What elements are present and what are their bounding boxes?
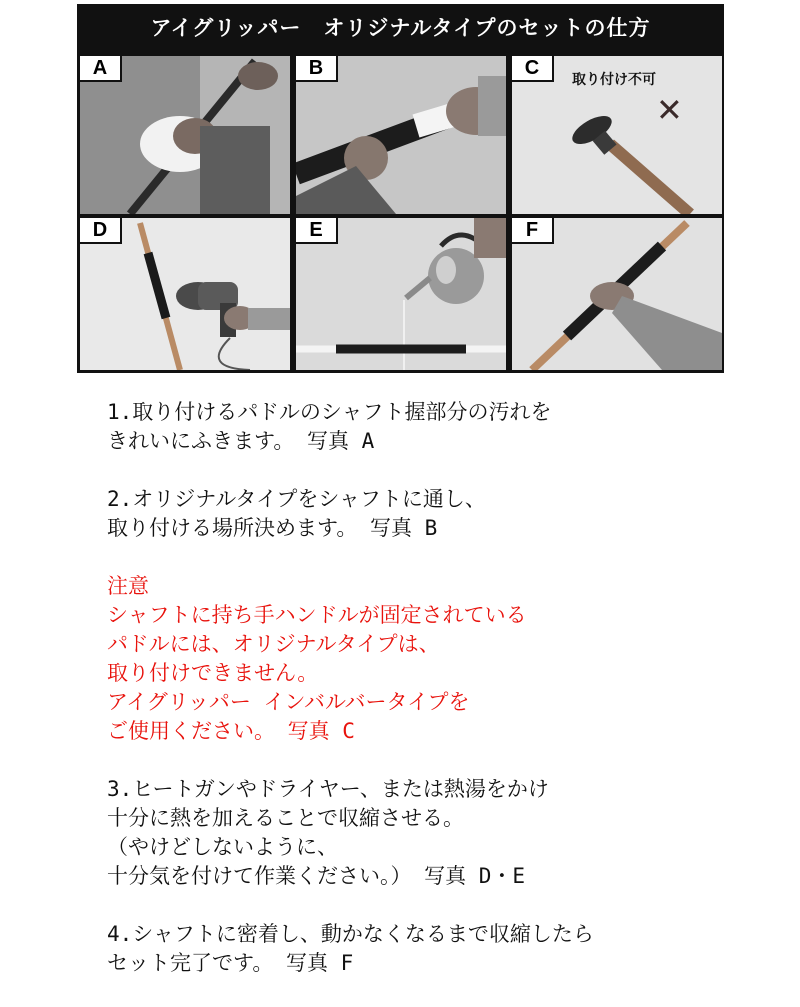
step-3-line-3: （やけどしないように、 [107, 835, 338, 859]
photo-b-label: B [296, 56, 338, 82]
step-4-line-1: 4.シャフトに密着し、動かなくなるまで収縮したら [107, 922, 594, 946]
step-3-line-2: 十分に熱を加えることで収縮させる。 [107, 806, 464, 830]
instructions-text [107, 398, 594, 978]
step-2 [107, 485, 594, 543]
panel-title: アイグリッパー オリジナルタイプのセットの仕方 [150, 16, 651, 40]
caution-heading: 注意 [107, 574, 149, 598]
photo-f [512, 218, 722, 370]
step-2-line-1: 2.オリジナルタイプをシャフトに通し、 [107, 487, 486, 511]
photo-c-label: C [512, 56, 554, 82]
step-4 [107, 920, 594, 978]
photo-b [296, 56, 506, 214]
photo-d [80, 218, 290, 370]
caution-line-2: パドルには、オリジナルタイプは、 [107, 632, 440, 656]
cross-mark-icon: ✕ [656, 91, 683, 129]
caution-line-3: 取り付けできません。 [107, 661, 319, 685]
caution-line-4: アイグリッパー インバルバータイプを [107, 690, 470, 714]
step-3 [107, 775, 594, 891]
photo-c [512, 56, 722, 214]
step-3-line-1: 3.ヒートガンやドライヤー、または熱湯をかけ [107, 777, 549, 801]
step-4-line-2: セット完了です。 写真 F [107, 951, 354, 975]
step-3-line-4: 十分気を付けて作業ください。） 写真 D・E [107, 864, 526, 888]
photo-a-label: A [80, 56, 122, 82]
step-1 [107, 398, 594, 456]
photo-a [80, 56, 290, 214]
instruction-photo-panel [77, 4, 724, 373]
step-1-line-1: 1.取り付けるパドルのシャフト握部分の汚れを [107, 400, 552, 424]
step-2-line-2: 取り付ける場所決めます。 写真 B [107, 516, 438, 540]
photo-d-label: D [80, 218, 122, 244]
caution-line-1: シャフトに持ち手ハンドルが固定されている [107, 603, 527, 627]
photo-e [296, 218, 506, 370]
not-attachable-caption: 取り付け不可 [572, 72, 656, 88]
photo-e-label: E [296, 218, 338, 244]
caution-line-5: ご使用ください。 写真 C [107, 719, 355, 743]
step-1-line-2: きれいにふきます。 写真 A [107, 429, 375, 453]
photo-f-label: F [512, 218, 554, 244]
caution-note [107, 572, 594, 746]
